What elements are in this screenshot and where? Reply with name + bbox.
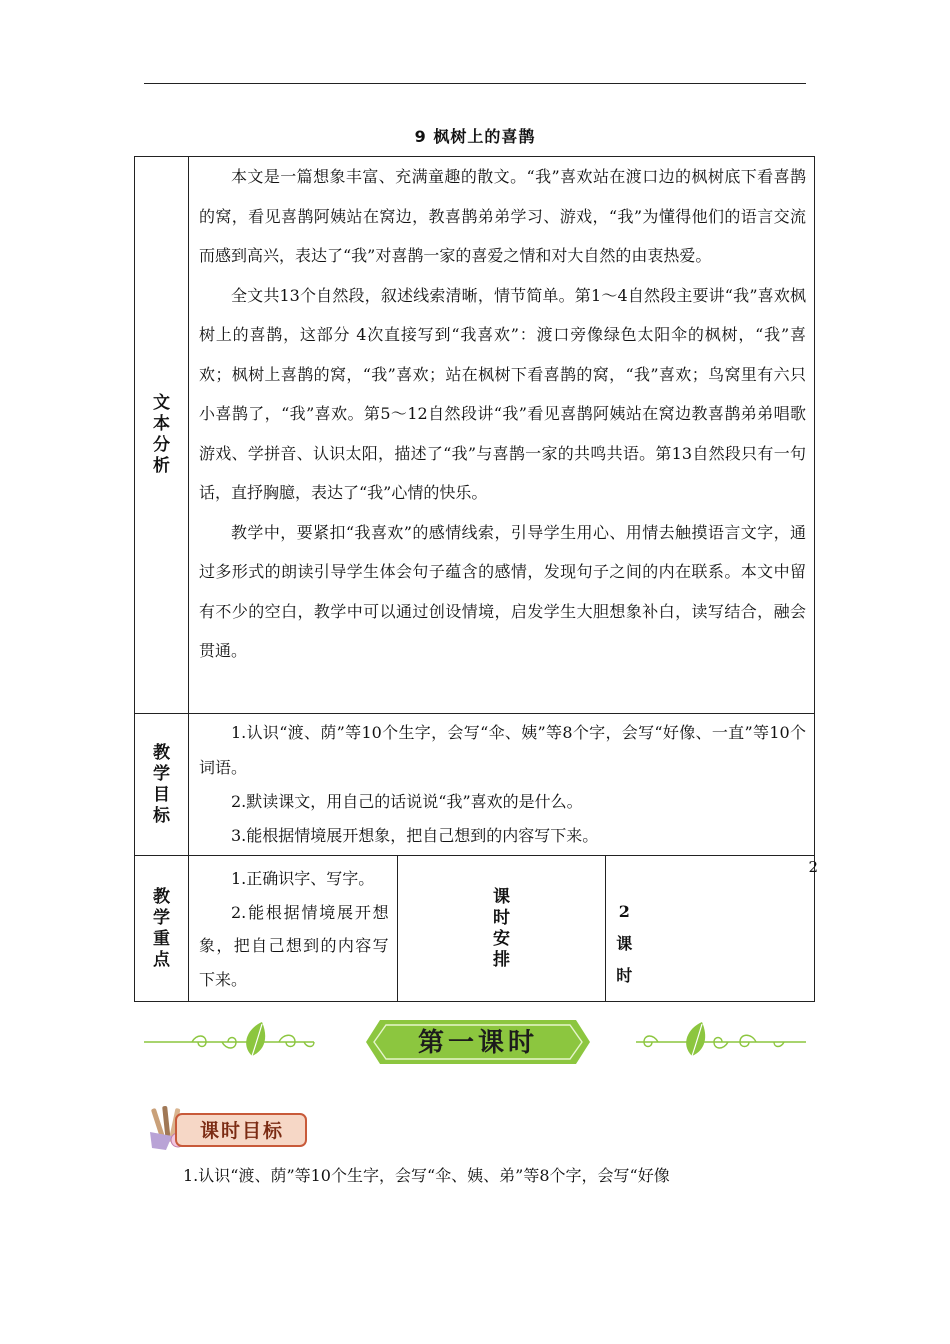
text-analysis-label-cell	[135, 157, 189, 714]
key-points-label: 教学重点	[153, 886, 170, 970]
class-hours-number: 2	[808, 858, 818, 876]
text-analysis-row	[135, 157, 815, 714]
key-point-item: 2.能根据情境展开想象，把自己想到的内容写下来。	[199, 902, 389, 989]
analysis-paragraph: 本文是一篇想象丰富、充满童趣的散文。“我”喜欢站在渡口边的枫树底下看喜鹊的窝，看见喜鹊阿姨站在窝边，教喜鹊弟弟学习、游戏，“我”为懂得他们的语言交流而感到高兴，表达了“我”对喜鹊一家的喜爱之情和对大自然的由衷热爱。	[199, 167, 806, 265]
header-rule	[144, 83, 806, 84]
analysis-paragraph: 教学中，要紧扣“我喜欢”的感情线索，引导学生用心、用情去触摸语言文字，通过多形式的朗读引导学生体会句子蕴含的感情，发现句子之间的内在联系。本文中留有不少的空白，教学中可以通过创设情境，启发学生大胆想象补白，读写结合，融会贯通。	[199, 522, 806, 660]
heading-text: 课时目标	[199, 1120, 285, 1142]
teaching-goals-label-cell	[135, 714, 189, 856]
goal-item: 2.默读课文，用自己的话说说“我”喜欢的是什么。	[231, 792, 583, 811]
analysis-paragraph: 全文共13个自然段，叙述线索清晰，情节简单。第1～4自然段主要讲“我”喜欢枫树上的喜鹊，这部分 4次直接写到“我喜欢”：渡口旁像绿色太阳伞的枫树，“我”喜欢；枫树上喜鹊的窝，“我”喜欢；站在枫树下看喜鹊的窝，“我”喜欢；鸟窝里有六只小喜鹊了，“我”喜欢。第5～12自然段讲“我”看见喜鹊阿姨站在窝边教喜鹊弟弟唱歌游戏、学拼音、认识太阳，描述了“我”与喜鹊一家的共鸣共语。第13自然段只有一句话，直抒胸臆，表达了“我”心情的快乐。	[199, 285, 806, 502]
teaching-goals-row	[135, 714, 815, 856]
key-points-row	[135, 856, 815, 1002]
lesson-plan-table	[134, 156, 818, 1002]
lesson-goals-heading	[146, 1102, 316, 1154]
key-points-content	[189, 856, 398, 1002]
class-hours-label: 课时安排	[492, 886, 510, 970]
first-lesson-banner	[144, 1016, 806, 1068]
class-hours-value: 2课时	[616, 902, 633, 985]
banner-left-leaf-icon	[246, 1022, 265, 1056]
goal-item: 1.认识“渡、荫”等10个生字，会写“伞、姨”等8个字，会写“好像、一直”等10个词语。	[199, 723, 806, 777]
key-points-label-cell	[135, 856, 189, 1002]
lesson-title: 9 枫树上的喜鹊	[414, 127, 536, 146]
text-analysis-label: 文本分析	[153, 393, 170, 476]
banner-left-vine	[144, 1035, 314, 1048]
class-hours-value-cell	[606, 856, 818, 1002]
teaching-goals-label: 教学目标	[153, 742, 170, 826]
goal-item: 3.能根据情境展开想象，把自己想到的内容写下来。	[231, 825, 599, 845]
banner-right-vine	[636, 1035, 806, 1048]
class-hours-label-cell	[397, 856, 606, 1002]
text-analysis-content	[189, 157, 815, 714]
teaching-goals-content	[189, 714, 815, 856]
banner-right-leaf-icon	[686, 1022, 705, 1056]
banner-title: 第一课时	[417, 1028, 539, 1058]
lesson-goal-first: 1.认识“渡、荫”等10个生字，会写“伞、姨、弟”等8个字，会写“好像	[183, 1166, 670, 1185]
key-point-item: 1.正确识字、写字。	[231, 869, 375, 888]
